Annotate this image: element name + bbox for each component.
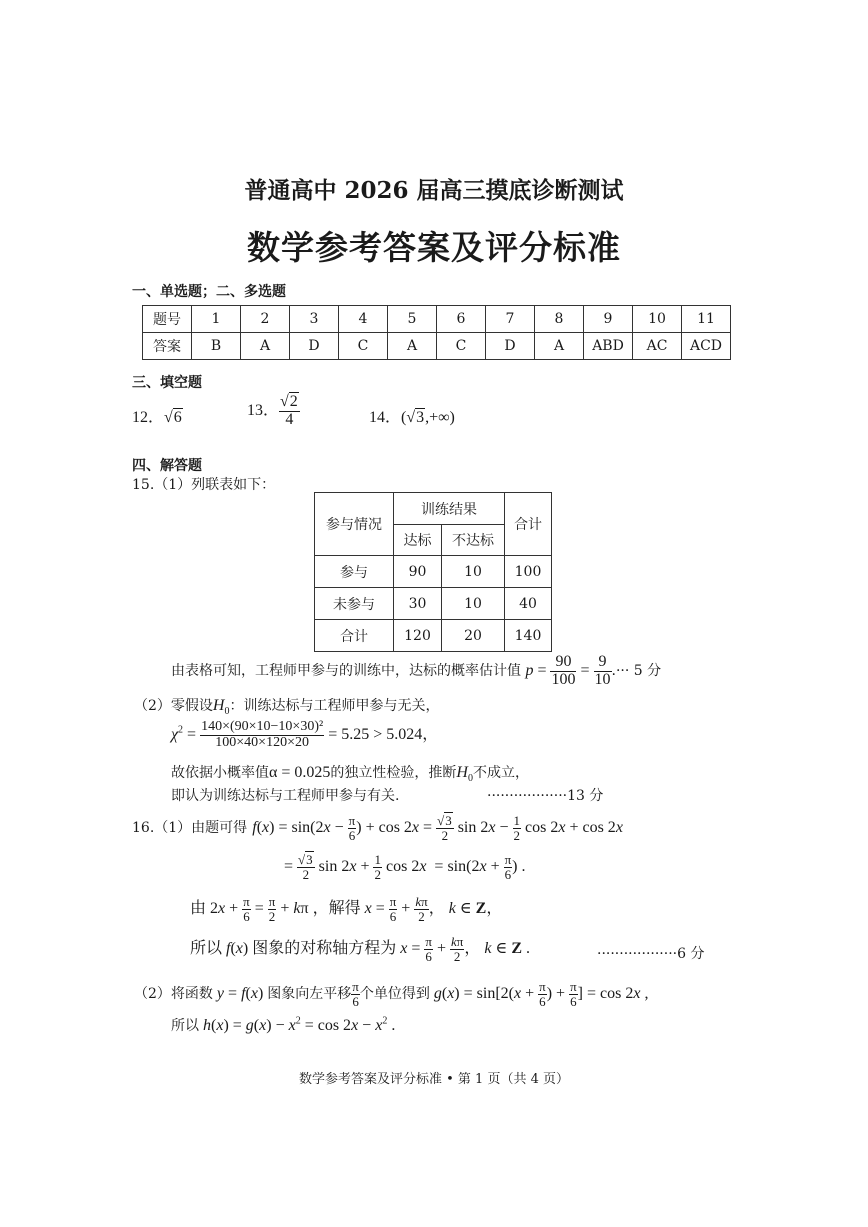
- question-number: 2: [241, 306, 290, 333]
- header-result: 训练结果: [394, 493, 505, 525]
- answer-12: 12．√6: [132, 409, 182, 426]
- question-number: 7: [486, 306, 535, 333]
- q15-part2-hypothesis: （2）零假设$H_0$：训练达标与工程师甲参与无关，: [134, 697, 440, 718]
- cell-pass: 120: [394, 620, 442, 652]
- denominator: 4: [285, 410, 294, 428]
- table-row: [143, 306, 731, 333]
- cell-pass: 30: [394, 588, 442, 620]
- cell-total: 140: [505, 620, 552, 652]
- score-mark: ··················6 分: [597, 946, 705, 962]
- document-title: 普通高中 2026 届高三摸底诊断测试: [244, 177, 624, 204]
- question-number: 8: [535, 306, 584, 333]
- cell-pass: 90: [394, 556, 442, 588]
- q15-conclusion: 即认为训练达标与工程师甲参与有关.: [171, 788, 400, 804]
- answer-cell: AC: [633, 333, 682, 360]
- question-number: 11: [682, 306, 731, 333]
- q15-intro: 15.（1）列联表如下：: [132, 477, 276, 493]
- cell-fail: 10: [442, 556, 505, 588]
- cell-fail: 20: [442, 620, 505, 652]
- answer-cell: ACD: [682, 333, 731, 360]
- question-label: 14．: [369, 409, 402, 426]
- cell-fail: 10: [442, 588, 505, 620]
- table-row: [315, 556, 552, 588]
- header-total: 合计: [505, 493, 552, 556]
- answer-13: 13． $\frac{√2}{4}$: [247, 393, 298, 428]
- row-label: 合计: [315, 620, 394, 652]
- question-label: 13．: [247, 401, 280, 419]
- q16-part1-line2: = $\frac{√3}{2}$ sin 2x + $\frac{1}{2}$ cos 2x = sin(2x + $\frac{\pi}{6}$ ) .: [284, 852, 526, 882]
- q16-part2-line1: （2）将函数 y = f(x) 图象向左平移 $\frac{\pi}{6}$ 个单位得到 g(x) = sin[2(x + $\frac{\pi}{6}$ ) + $\frac{\pi}{6}$ ] = cos 2x ,: [134, 979, 649, 1009]
- question-number: 5: [388, 306, 437, 333]
- table-row: [315, 620, 552, 652]
- answer-cell: A: [241, 333, 290, 360]
- answer-cell: B: [192, 333, 241, 360]
- q15-estimate: 由表格可知，工程师甲参与的训练中，达标的概率估计值 p = $\frac{90}{100}$ = $\frac{9}{10}$ .··· 5 分: [171, 653, 662, 688]
- question-number: 3: [290, 306, 339, 333]
- answer-cell: ABD: [584, 333, 633, 360]
- answer-table: [142, 305, 731, 360]
- cell-total: 100: [505, 556, 552, 588]
- question-number: 1: [192, 306, 241, 333]
- row-label: 未参与: [315, 588, 394, 620]
- question-number: 9: [584, 306, 633, 333]
- table-row: [315, 493, 552, 525]
- header-fail: 不达标: [442, 525, 505, 556]
- q16-part1-line1: 16.（1）由题可得 f(x) = sin(2x − $\frac{\pi}{6}$ ) + cos 2x = $\frac{√3}{2}$ sin 2x − $\frac{1}{2}$ cos 2x + cos 2x: [132, 813, 623, 843]
- radicand: 2: [289, 393, 298, 410]
- answer-cell: D: [486, 333, 535, 360]
- answer-cell: C: [339, 333, 388, 360]
- row-label-number: 题号: [143, 306, 192, 333]
- row-label: 参与: [315, 556, 394, 588]
- header-pass: 达标: [394, 525, 442, 556]
- section-heading-fill: 三、填空题: [132, 375, 202, 391]
- table-row: [315, 588, 552, 620]
- answer-cell: C: [437, 333, 486, 360]
- answer-cell: A: [535, 333, 584, 360]
- contingency-table: [314, 492, 552, 652]
- q16-part1-line4: 所以 f(x) 图象的对称轴方程为 x = $\frac{\pi}{6}$ + $\frac{k\pi}{2}$ ， k ∈ Z .: [190, 934, 530, 964]
- answer-14: 14．(√3,+∞): [369, 409, 455, 426]
- row-label-answer: 答案: [143, 333, 192, 360]
- radicand: 3: [416, 409, 425, 426]
- score-mark: ··················13 分: [487, 788, 604, 804]
- chi-square-formula: $\chi^2$ = $\frac{\text{140×(90×10−10×30)²}}{100\times 40\times 120\times 20}$ = 5.25 > 5.024，: [171, 719, 439, 750]
- radicand: 6: [173, 409, 182, 426]
- document-subtitle: 数学参考答案及评分标准: [247, 228, 621, 267]
- q15-alpha-line: 故依据小概率值α = 0.025的独立性检验，推断$H_0$不成立，: [171, 764, 529, 785]
- q16-part2-line2: 所以 $h(x) = g(x) - x^2 = \cos 2x - x^2$ .: [171, 1015, 396, 1034]
- section-heading-solutions: 四、解答题: [132, 458, 202, 474]
- question-number: 6: [437, 306, 486, 333]
- page-footer: 数学参考答案及评分标准 • 第 1 页（共 4 页）: [298, 1072, 569, 1087]
- answer-cell: A: [388, 333, 437, 360]
- question-number: 10: [633, 306, 682, 333]
- answer-cell: D: [290, 333, 339, 360]
- table-row: [143, 333, 731, 360]
- header-participation: 参与情况: [315, 493, 394, 556]
- section-heading-choice: 一、单选题；二、多选题: [132, 284, 286, 300]
- score-mark: .··· 5 分: [611, 662, 662, 679]
- question-number: 4: [339, 306, 388, 333]
- q16-part1-line3: 由 2x + $\frac{\pi}{6}$ = $\frac{\pi}{2}$ + kπ ，解得 x = $\frac{\pi}{6}$ + $\frac{k\pi}{2}$ ， k ∈ Z，: [190, 894, 503, 924]
- question-label: 12．: [132, 409, 165, 426]
- cell-total: 40: [505, 588, 552, 620]
